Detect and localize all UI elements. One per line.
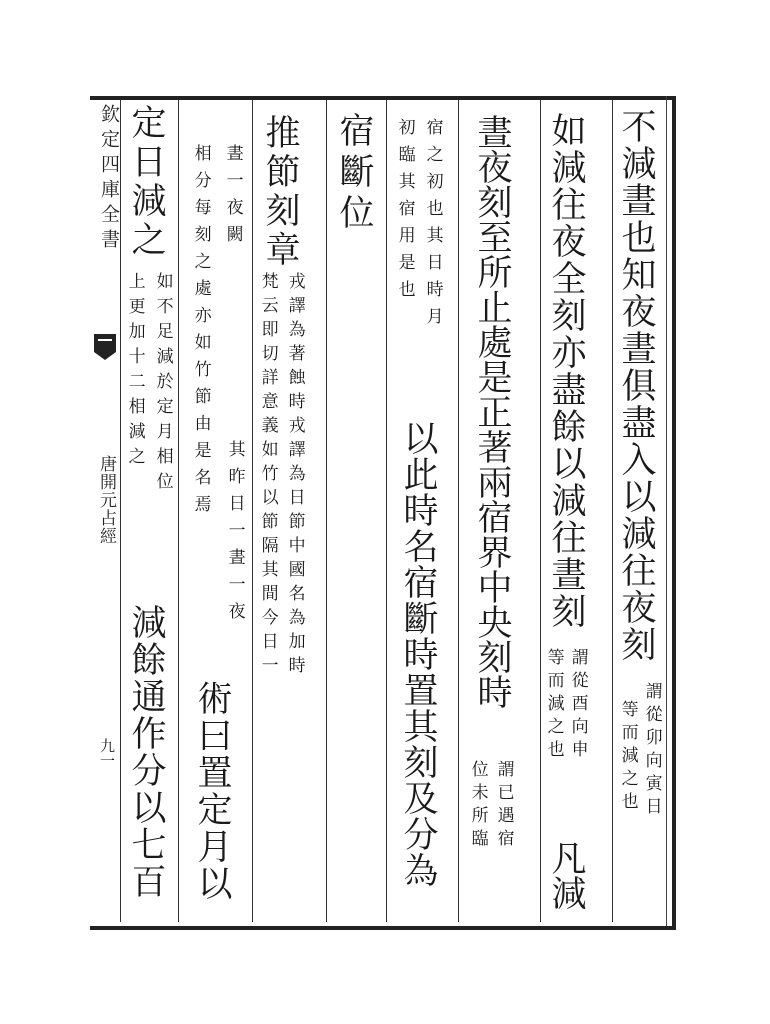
col8-main-text-lower: 減餘通作分以七百 <box>126 604 166 900</box>
col2-main-text: 如減往夜全刻亦盡餘以減往晝刻 <box>546 112 586 630</box>
column-divider <box>540 100 541 922</box>
col7-note-left: 相分每刻之處亦如竹節由是名焉 <box>190 144 211 522</box>
col1-note-left: 等而減之也 <box>617 700 638 815</box>
col7-note-right: 晝一夜闕 <box>222 144 243 252</box>
col1-main-text: 不減晝也知夜晝俱盡入以減往夜刻 <box>616 108 656 663</box>
column-divider <box>326 100 327 922</box>
column-divider <box>178 100 179 922</box>
col6-note-left: 梵云即切詳意義如竹以節隔其間今日一 <box>257 272 278 680</box>
frame-right-rule <box>672 96 676 926</box>
col2-note-left: 等而減之也 <box>543 648 564 763</box>
gutter-book-title: 唐開元占經 <box>96 455 116 545</box>
col4-main-text: 以此時名宿斷時置其刻及分為 <box>398 420 438 888</box>
col4-note-right: 宿之初也其日時月 <box>422 118 443 334</box>
gutter-top-fragment <box>94 104 124 334</box>
page-number: 九一 <box>98 738 116 768</box>
col3-note-right: 謂已遇宿 <box>493 760 514 852</box>
col1-note-right: 謂從卯向寅日 <box>641 682 662 820</box>
gutter-top-text: 欽定四庫全書 <box>98 104 120 254</box>
col5-heading: 宿斷位 <box>334 112 374 235</box>
col3-main-text: 晝夜刻至所止處是正著兩宿界中央刻時 <box>472 114 512 709</box>
col6-note-right: 戎譯為著蝕時戎譯為日節中國名為加時 <box>284 272 305 680</box>
col2-note-right: 謂從酉向申 <box>567 648 588 763</box>
col8-main-text: 定日減之 <box>126 104 166 260</box>
column-divider <box>252 100 253 922</box>
col7-main-text: 術曰置定月以 <box>192 680 232 902</box>
col8-note-right: 如不足減於定月相位 <box>152 272 173 497</box>
column-divider <box>458 100 459 922</box>
col2-main-text-end: 凡減 <box>546 840 586 910</box>
col4-note-left: 初臨其宿用是也 <box>394 118 415 307</box>
column-divider <box>386 100 387 922</box>
col8-note-left: 上更加十二相減之 <box>124 272 145 472</box>
col6-heading: 推節刻章 <box>260 114 300 270</box>
column-divider <box>612 100 613 922</box>
col3-note-left: 位未所臨 <box>467 760 488 852</box>
fishtail-mark-icon <box>92 332 118 362</box>
col7-note-right-lower: 其昨日一晝一夜 <box>224 440 245 629</box>
frame-right-inner-rule <box>666 96 667 926</box>
